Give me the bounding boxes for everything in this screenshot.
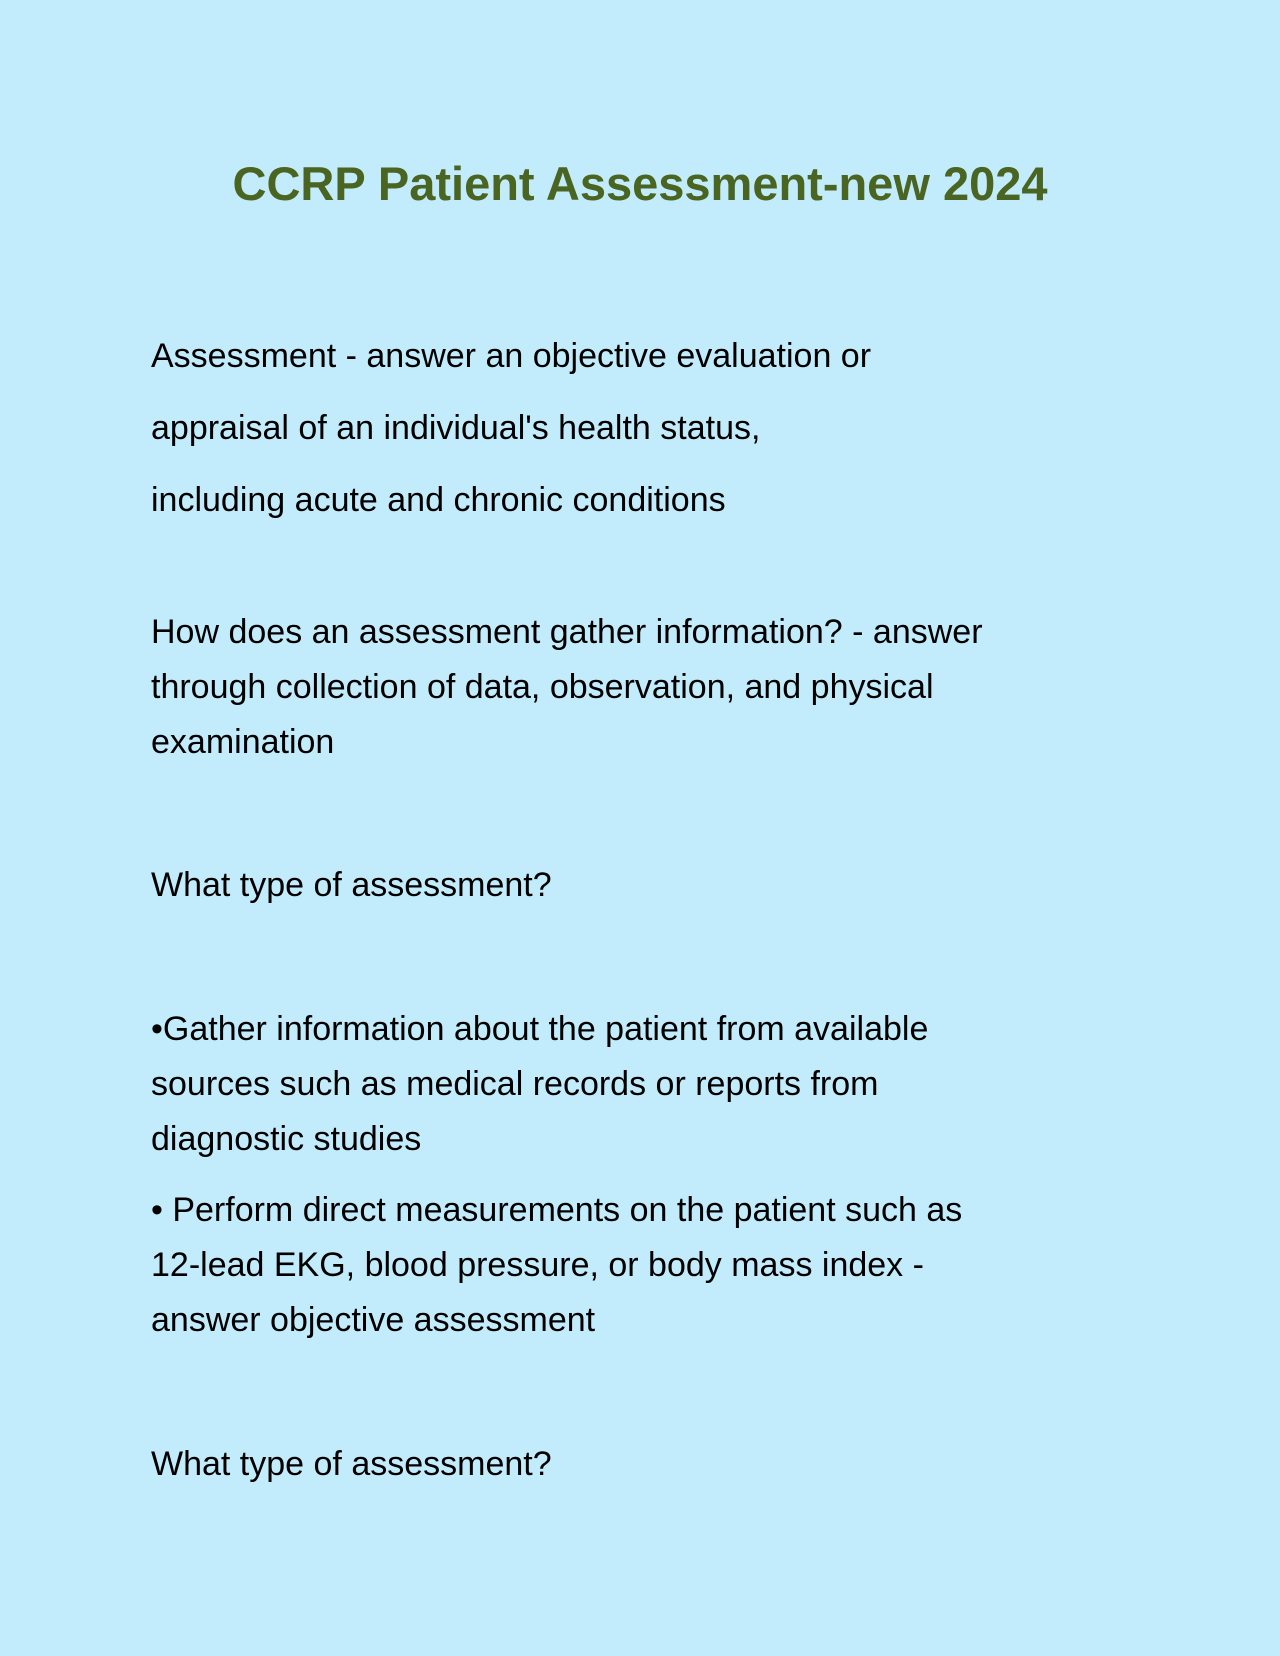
text-line: What type of assessment? xyxy=(151,1445,552,1483)
text-line: through collection of data, observation, and physical xyxy=(151,668,934,706)
question-heading xyxy=(151,858,1151,913)
text-line: answer objective assessment xyxy=(151,1301,596,1339)
text-line: including acute and chronic conditions xyxy=(151,481,726,519)
text-line: Assessment - answer an objective evaluation or xyxy=(151,337,872,375)
bullet-item xyxy=(151,1183,1151,1348)
text-line: What type of assessment? xyxy=(151,866,552,904)
text-line: appraisal of an individual's health status, xyxy=(151,409,761,447)
definition-paragraph xyxy=(151,320,1151,536)
bullet-item xyxy=(151,1002,1151,1167)
text-line: •Gather information about the patient from available xyxy=(151,1010,929,1048)
question-paragraph xyxy=(151,605,1151,770)
text-line: examination xyxy=(151,723,335,761)
text-line: 12-lead EKG, blood pressure, or body mass index - xyxy=(151,1246,924,1284)
text-line: sources such as medical records or reports from xyxy=(151,1065,879,1103)
question-heading xyxy=(151,1437,1151,1492)
text-line: How does an assessment gather information? - answer xyxy=(151,613,983,651)
text-line: diagnostic studies xyxy=(151,1120,422,1158)
document-title: CCRP Patient Assessment-new 2024 xyxy=(232,157,1048,210)
text-line: • Perform direct measurements on the patient such as xyxy=(151,1191,963,1229)
